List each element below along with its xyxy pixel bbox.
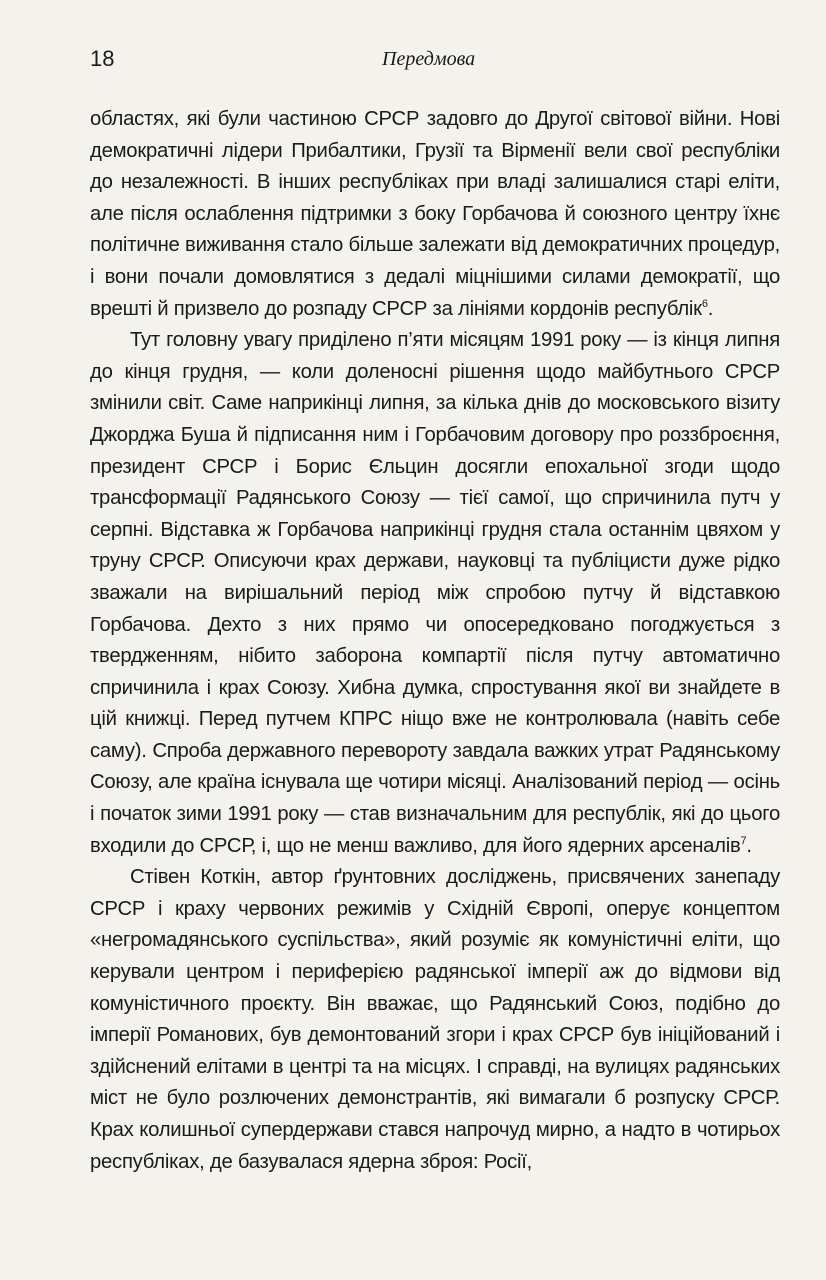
paragraph-end: . (746, 834, 752, 857)
paragraph-2 (90, 325, 780, 862)
page-header (90, 46, 776, 80)
page-number: 18 (90, 46, 115, 71)
paragraph-3 (90, 862, 780, 1178)
paragraph-text: Стівен Коткін, автор ґрунтовних досліджень, присвячених занепаду СРСР і краху червоних режимів у Східній Європі, оперує концептом «негромадянського суспільства», який розуміє як комуністичні еліти, що керували центром і периферією радянської імперії аж до відмови від комуністичного проєкту. Він вважає, що Радянський Союз, подібно до імперії Романових, був демонтований згори і крах СРСР був ініційований і здійснений елітами в центрі та на місцях. І справді, на вулицях радянських міст не було розлючених демонстрантів, які вимагали б розпуску СРСР. Крах колишньої супердержави стався напрочуд мирно, а надто в чотирьох республіках, де базувалася ядерна зброя: Росії, (90, 866, 780, 1173)
body-text (90, 104, 780, 1178)
footnote-marker: 7 (740, 834, 747, 847)
running-title: Передмова (382, 48, 476, 70)
paragraph-1 (90, 104, 780, 325)
paragraph-text: областях, які були частиною СРСР задовго до Другої світової війни. Нові демократичні лідери Прибалтики, Грузії та Вірменії вели свої республіки до незалежності. В інших республіках при владі залишалися старі еліти, але після ослаблення підтримки з боку Горбачова й союзного центру їхнє політичне виживання стало більше залежати від демократичних процедур, і вони почали домовлятися з дедалі міцнішими силами демократії, що врешті й призвело до розпаду СРСР за лініями кордонів республік (90, 108, 780, 320)
paragraph-text: Тут головну увагу приділено п’яти місяцям 1991 року — із кінця липня до кінця грудня, — коли доленосні рішення щодо майбутнього СРСР змінили світ. Саме наприкінці липня, за кілька днів до московського візиту Джорджа Буша й підписання ним і Горбачовим договору про роззброєння, президент СРСР і Борис Єльцин досягли епохальної згоди щодо трансформації Радянського Союзу — тієї самої, що спричинила путч у серпні. Відставка ж Горбачова наприкінці грудня стала останнім цвяхом у труну СРСР. Описуючи крах держави, науковці та публіцисти дуже рідко зважали на вирішальний період між спробою путчу й відставкою Горбачова. Дехто з них прямо чи опосередковано погоджується з твердженням, нібито заборона компартії після путчу автоматично спричинила і крах Союзу. Хибна думка, спростування якої ви знайдете в цій книжці. Перед путчем КПРС ніщо вже не контролювала (навіть себе саму). Спроба державного перевороту завдала важких утрат Радянському Союзу, але країна існувала ще чотири місяці. Аналізований період — осінь і початок зими 1991 року — став визначальним для республік, які до цього входили до СРСР, і, що не менш важливо, для його ядерних арсеналів (90, 329, 780, 857)
footnote-marker: 6 (701, 297, 708, 310)
paragraph-end: . (707, 297, 714, 320)
